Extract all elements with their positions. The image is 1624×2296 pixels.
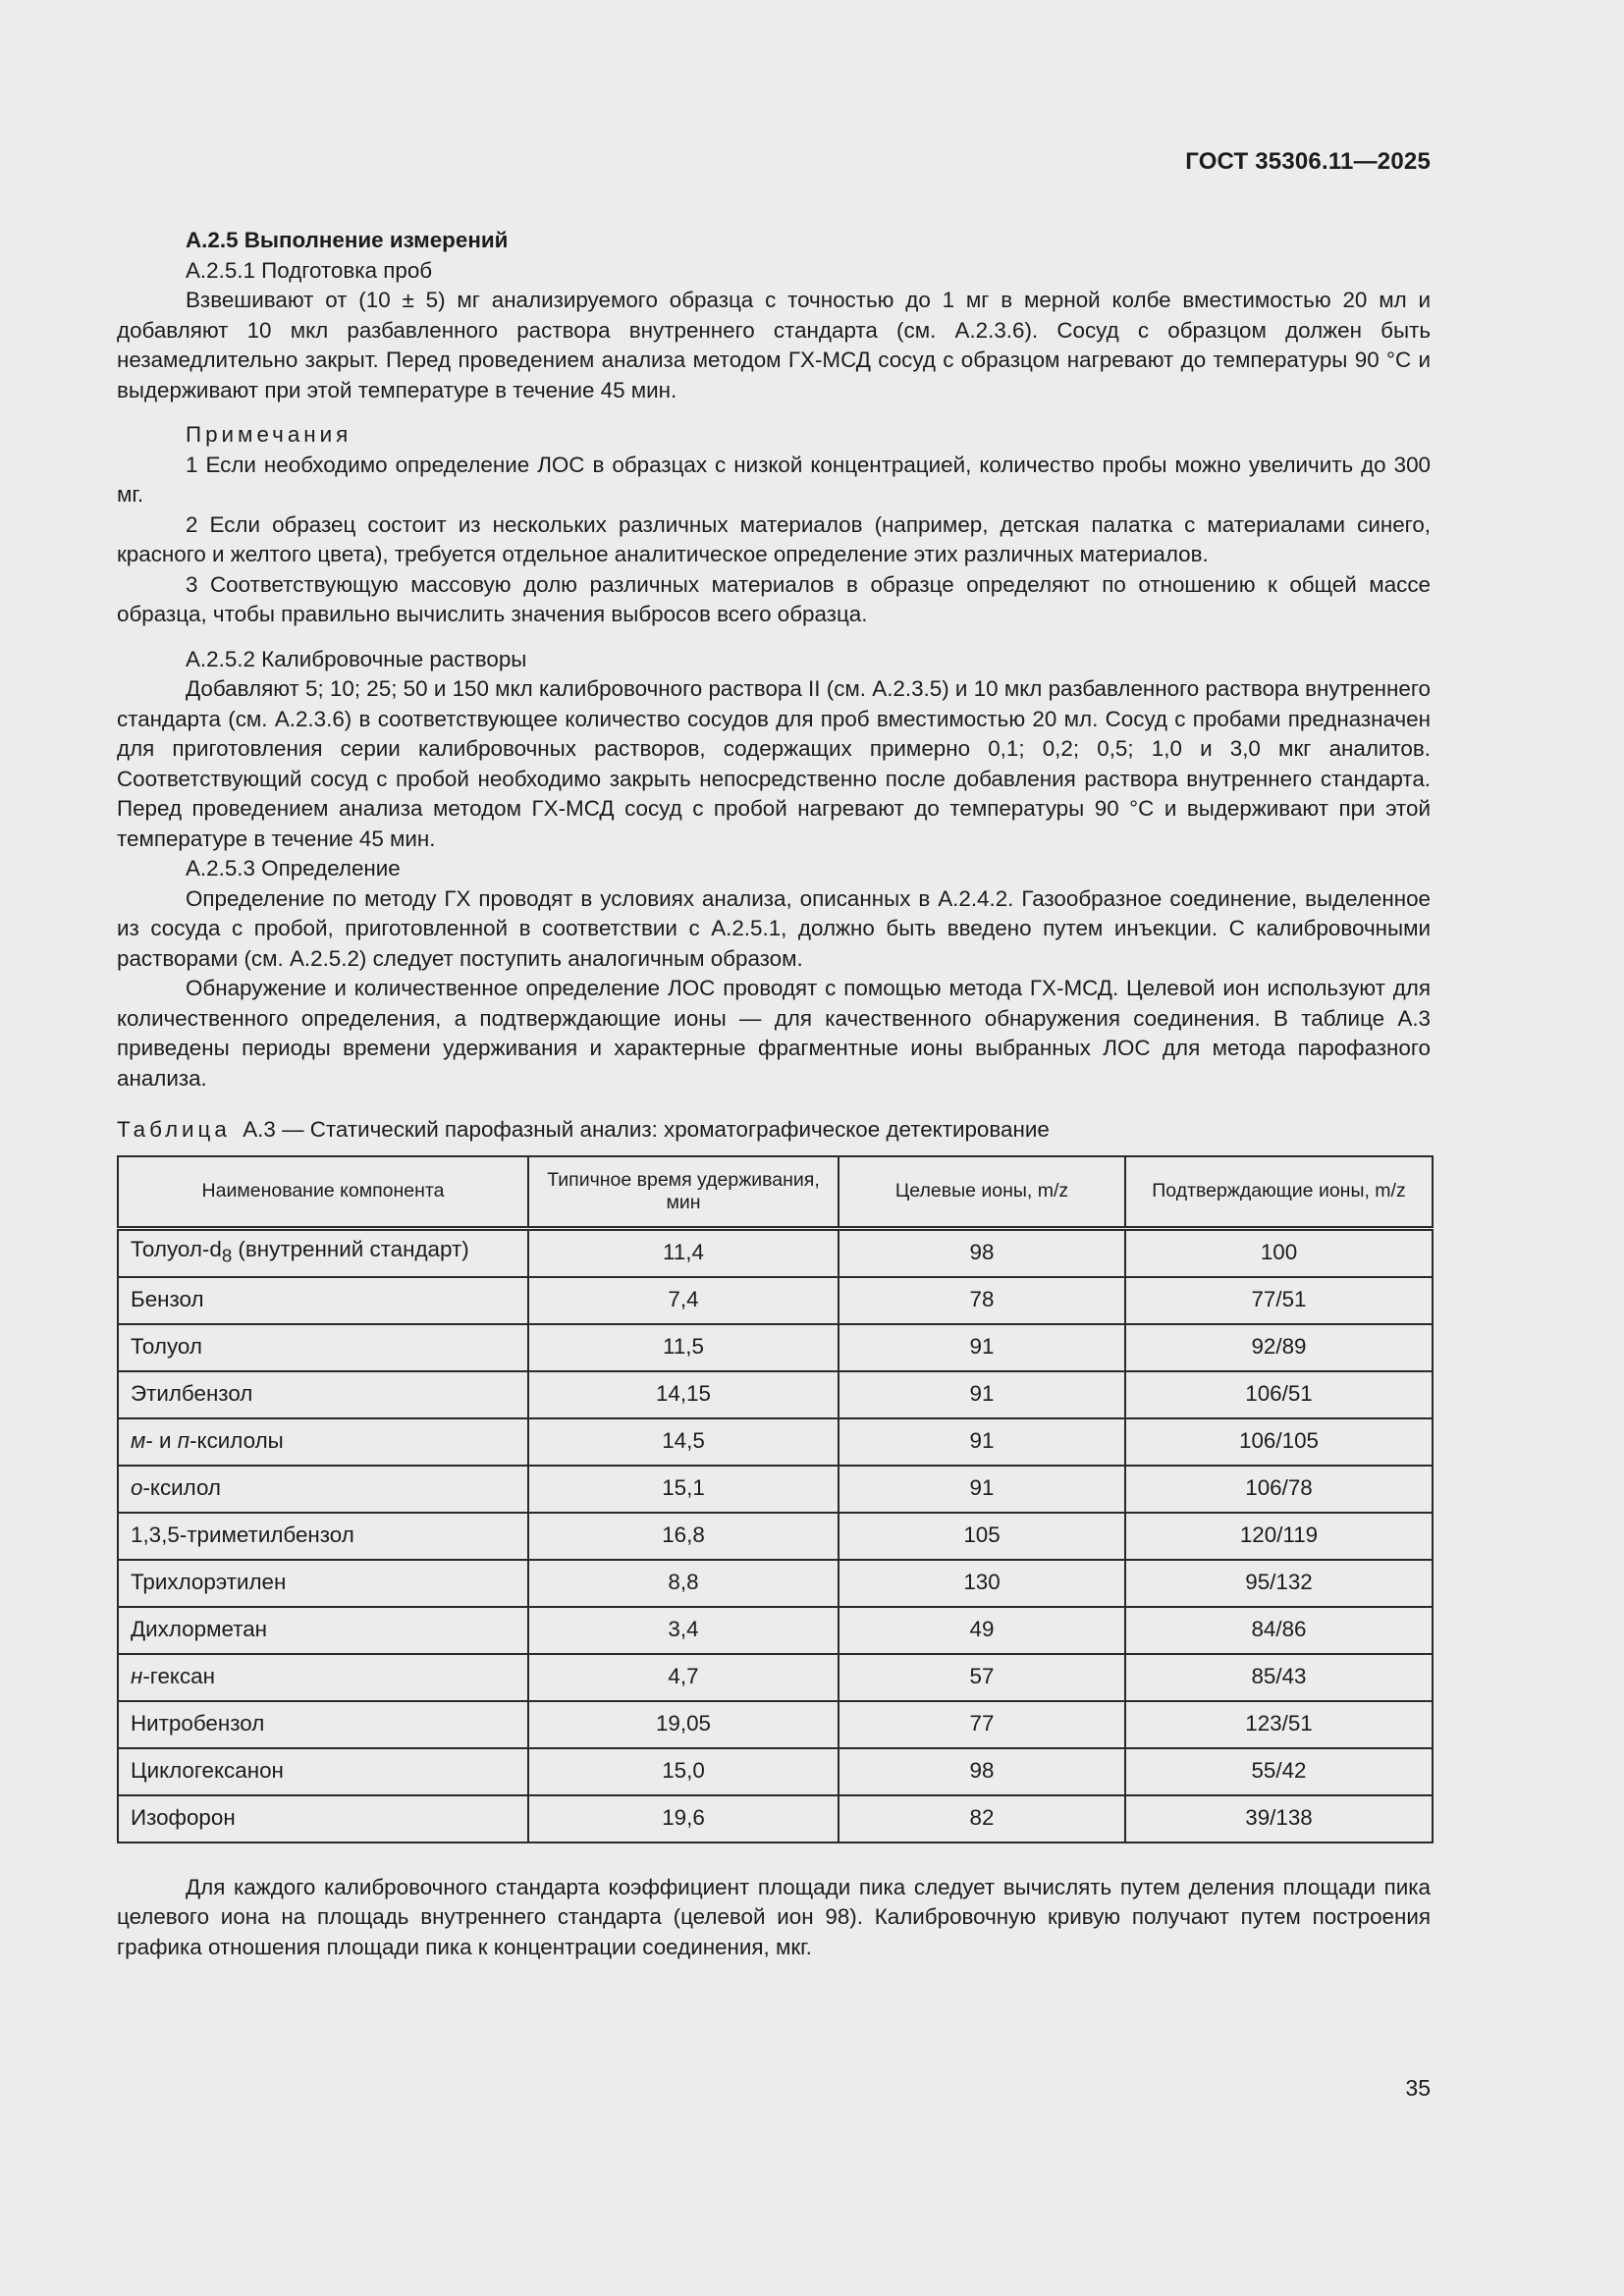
cell-target-ions: 105 [839, 1513, 1125, 1560]
name-italic: н [131, 1664, 143, 1689]
cell-target-ions: 91 [839, 1418, 1125, 1466]
name-text: Нитробензол [131, 1711, 265, 1736]
cell-confirming-ions: 55/42 [1125, 1748, 1433, 1795]
cell-retention-time: 3,4 [528, 1607, 839, 1654]
table-row [118, 1701, 1433, 1748]
page-content [117, 226, 1431, 1962]
subsection-title: А.2.5.3 Определение [186, 856, 401, 881]
table-row [118, 1418, 1433, 1466]
cell-component-name [118, 1228, 528, 1277]
column-header: Целевые ионы, m/z [839, 1156, 1125, 1229]
name-italic: п [177, 1428, 190, 1454]
cell-retention-time: 4,7 [528, 1654, 839, 1701]
cell-component-name [118, 1277, 528, 1324]
column-header: Подтверждающие ионы, m/z [1125, 1156, 1433, 1229]
name-text: Дихлорметан [131, 1617, 268, 1642]
cell-target-ions: 98 [839, 1748, 1125, 1795]
name-text: -ксилол [142, 1475, 222, 1501]
cell-component-name [118, 1607, 528, 1654]
subsection-title: А.2.5.1 Подготовка проб [186, 257, 433, 283]
name-text: Толуол-d [131, 1237, 222, 1262]
column-header: Типичное время удерживания, мин [528, 1156, 839, 1229]
cell-target-ions: 77 [839, 1701, 1125, 1748]
cell-confirming-ions: 120/119 [1125, 1513, 1433, 1560]
name-text: Трихлорэтилен [131, 1570, 287, 1595]
name-text: (внутренний стандарт) [232, 1237, 469, 1262]
name-text: -гексан [142, 1664, 215, 1689]
cell-component-name [118, 1418, 528, 1466]
cell-retention-time: 11,4 [528, 1228, 839, 1277]
cell-target-ions: 91 [839, 1466, 1125, 1513]
cell-confirming-ions: 106/105 [1125, 1418, 1433, 1466]
cell-confirming-ions: 106/51 [1125, 1371, 1433, 1418]
table-row [118, 1466, 1433, 1513]
cell-target-ions: 130 [839, 1560, 1125, 1607]
cell-component-name [118, 1513, 528, 1560]
cell-component-name [118, 1795, 528, 1842]
cell-confirming-ions: 77/51 [1125, 1277, 1433, 1324]
table-row [118, 1324, 1433, 1371]
cell-confirming-ions: 92/89 [1125, 1324, 1433, 1371]
cell-retention-time: 14,15 [528, 1371, 839, 1418]
name-italic: о [131, 1475, 143, 1501]
cell-component-name [118, 1654, 528, 1701]
name-text: -ксилолы [189, 1428, 284, 1454]
document-id-header: ГОСТ 35306.11—2025 [1185, 148, 1431, 175]
cell-confirming-ions: 123/51 [1125, 1701, 1433, 1748]
cell-target-ions: 82 [839, 1795, 1125, 1842]
cell-retention-time: 8,8 [528, 1560, 839, 1607]
table-row [118, 1654, 1433, 1701]
cell-target-ions: 98 [839, 1228, 1125, 1277]
cell-target-ions: 57 [839, 1654, 1125, 1701]
table-caption-label: Таблица [117, 1117, 231, 1142]
cell-component-name [118, 1371, 528, 1418]
cell-confirming-ions: 100 [1125, 1228, 1433, 1277]
name-text: - и [145, 1428, 178, 1454]
name-text: Циклогексанон [131, 1758, 284, 1784]
table-row [118, 1371, 1433, 1418]
table-caption [117, 1115, 1431, 1146]
table-row [118, 1795, 1433, 1842]
cell-confirming-ions: 84/86 [1125, 1607, 1433, 1654]
name-text: Изофорон [131, 1805, 236, 1831]
cell-confirming-ions: 39/138 [1125, 1795, 1433, 1842]
cell-target-ions: 91 [839, 1324, 1125, 1371]
cell-target-ions: 91 [839, 1371, 1125, 1418]
paragraph: Обнаружение и количественное определение ЛОС проводят с помощью метода ГХ-МСД. Целевой ион используют для количественного определения, а подтверждающие ионы — для качественного обнаружения соединения. В таблице А.3 приведены периоды времени удерживания и характерные фрагментные ионы выбранных ЛОС для метода парофазного анализа. [117, 976, 1431, 1091]
cell-component-name [118, 1324, 528, 1371]
data-table [117, 1155, 1434, 1843]
name-text: 1,3,5-триметилбензол [131, 1522, 354, 1548]
table-row [118, 1228, 1433, 1277]
subsection-title: А.2.5.2 Калибровочные растворы [186, 646, 527, 671]
paragraph: Добавляют 5; 10; 25; 50 и 150 мкл калибровочного раствора II (см. А.2.3.5) и 10 мкл разбавленного раствора внутреннего стандарта (см. А.2.3.6) в соответствующее количество сосудов для проб вместимостью 20 мл. Сосуд с пробами предназначен для приготовления серии калибровочных растворов, содержащих примерно 0,1; 0,2; 0,5; 1,0 и 3,0 мкг аналитов. Соответствующий сосуд с пробой необходимо закрыть непосредственно после добавления раствора внутреннего стандарта. Перед проведением анализа методом ГХ-МСД сосуд с пробой нагревают до температуры 90 °С и выдерживают при этой температуре в течение 45 мин. [117, 676, 1431, 851]
table-row [118, 1277, 1433, 1324]
cell-confirming-ions: 106/78 [1125, 1466, 1433, 1513]
notes-title: Примечания [186, 422, 352, 447]
paragraph: Определение по методу ГХ проводят в условиях анализа, описанных в А.2.4.2. Газообразное соединение, выделенное из сосуда с пробой, приготовленной в соответствии с А.2.5.1, должно быть введено путем инъекции. С калибровочными растворами (см. А.2.5.2) следует поступить аналогичным образом. [117, 885, 1431, 971]
section-title: А.2.5 Выполнение измерений [186, 228, 509, 252]
name-text: Этилбензол [131, 1381, 253, 1407]
cell-component-name [118, 1748, 528, 1795]
cell-component-name [118, 1701, 528, 1748]
table-body [118, 1228, 1433, 1842]
cell-retention-time: 11,5 [528, 1324, 839, 1371]
table-row [118, 1748, 1433, 1795]
cell-target-ions: 49 [839, 1607, 1125, 1654]
table-row [118, 1560, 1433, 1607]
cell-component-name [118, 1560, 528, 1607]
cell-confirming-ions: 85/43 [1125, 1654, 1433, 1701]
paragraph: Взвешивают от (10 ± 5) мг анализируемого образца с точностью до 1 мг в мерной колбе вместимостью 20 мл и добавляют 10 мкл разбавленного раствора внутреннего стандарта (см. А.2.3.6). Сосуд с образцом должен быть незамедлительно закрыт. Перед проведением анализа методом ГХ-МСД сосуд с образцом нагревают до температуры 90 °С и выдерживают при этой температуре в течение 45 мин. [117, 288, 1431, 402]
name-text: Толуол [131, 1334, 202, 1360]
name-italic: м [131, 1428, 146, 1454]
table-row [118, 1607, 1433, 1654]
note: 3 Соответствующую массовую долю различных материалов в образце определяют по отношению к общей массе образца, чтобы правильно вычислить значения выбросов всего образца. [117, 571, 1431, 626]
name-subscript: 8 [221, 1245, 233, 1266]
table-header-row [118, 1156, 1433, 1229]
cell-retention-time: 15,1 [528, 1466, 839, 1513]
name-text: Бензол [131, 1287, 204, 1312]
cell-retention-time: 19,6 [528, 1795, 839, 1842]
paragraph: Для каждого калибровочного стандарта коэффициент площади пика следует вычислять путем деления площади пика целевого иона на площадь внутреннего стандарта (целевой ион 98). Калибровочную кривую получают путем построения графика отношения площади пика к концентрации соединения, мкг. [117, 1874, 1431, 1959]
table-caption-text: А.3 — Статический парофазный анализ: хроматографическое детектирование [243, 1117, 1050, 1142]
page-number: 35 [1405, 2075, 1431, 2101]
cell-retention-time: 14,5 [528, 1418, 839, 1466]
cell-confirming-ions: 95/132 [1125, 1560, 1433, 1607]
table-row [118, 1513, 1433, 1560]
cell-target-ions: 78 [839, 1277, 1125, 1324]
column-header: Наименование компонента [118, 1156, 528, 1229]
cell-retention-time: 15,0 [528, 1748, 839, 1795]
note: 2 Если образец состоит из нескольких различных материалов (например, детская палатка с материалами синего, красного и желтого цвета), требуется отдельное аналитическое определение этих различных материалов. [117, 511, 1431, 566]
cell-retention-time: 7,4 [528, 1277, 839, 1324]
cell-retention-time: 19,05 [528, 1701, 839, 1748]
cell-retention-time: 16,8 [528, 1513, 839, 1560]
cell-component-name [118, 1466, 528, 1513]
note: 1 Если необходимо определение ЛОС в образцах с низкой концентрацией, количество пробы можно увеличить до 300 мг. [117, 452, 1431, 507]
